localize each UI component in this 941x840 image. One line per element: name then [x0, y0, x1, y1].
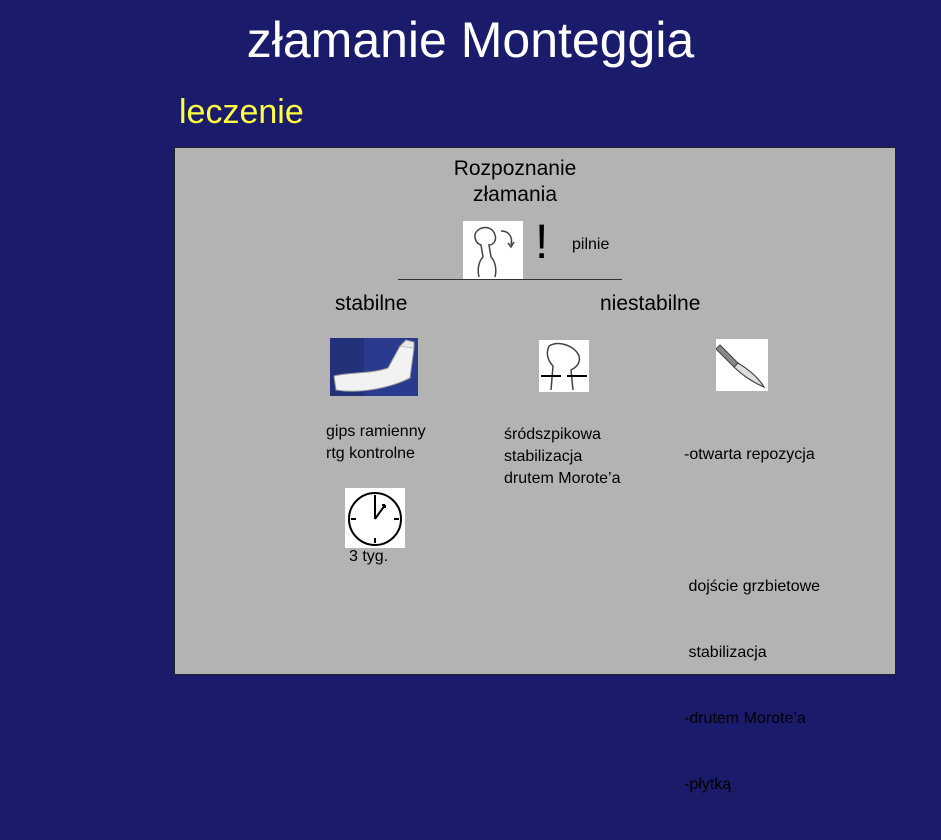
diagram-title-line1: Rozpoznanie: [453, 157, 577, 180]
divider-line: [398, 279, 622, 280]
intramedullary-line: stabilizacja: [504, 448, 583, 465]
open-reduction-line: -otwarta repozycja: [684, 446, 815, 463]
urgency-label: pilnie: [572, 236, 610, 253]
open-reduction-text: [684, 400, 820, 840]
duration-label: 3 tyg.: [349, 548, 389, 565]
open-reduction-line: [684, 510, 820, 532]
intramedullary-text: [504, 424, 621, 490]
intramedullary-line: drutem Morote’a: [504, 470, 621, 487]
elbow-fracture-icon: [463, 221, 523, 279]
clock-icon: [345, 488, 405, 548]
diagram-title: [405, 156, 625, 208]
slide-title: złamanie Monteggia: [246, 12, 695, 68]
urgent-exclamation: !: [535, 216, 549, 269]
stable-treatment-text: [326, 421, 426, 465]
intramedullary-line: śródszpikowa: [504, 426, 601, 443]
diagram-panel: [174, 147, 896, 793]
scalpel-icon: [716, 339, 768, 391]
open-reduction-line: dojście grzbietowe: [684, 578, 821, 595]
branch-stable: stabilne: [335, 292, 408, 315]
stable-treatment-line: rtg kontrolne: [326, 445, 415, 462]
diagram-title-line2: złamania: [472, 183, 558, 206]
slide-subtitle: leczenie: [179, 93, 304, 131]
bone-pin-icon: [539, 340, 589, 392]
open-reduction-line: -drutem Morote’a: [684, 710, 806, 727]
arm-cast-icon: [330, 338, 418, 396]
open-reduction-line: stabilizacja: [684, 644, 767, 661]
branch-unstable: niestabilne: [600, 292, 701, 315]
stable-treatment-line: gips ramienny: [326, 423, 426, 440]
open-reduction-line: -płytką: [684, 776, 732, 793]
